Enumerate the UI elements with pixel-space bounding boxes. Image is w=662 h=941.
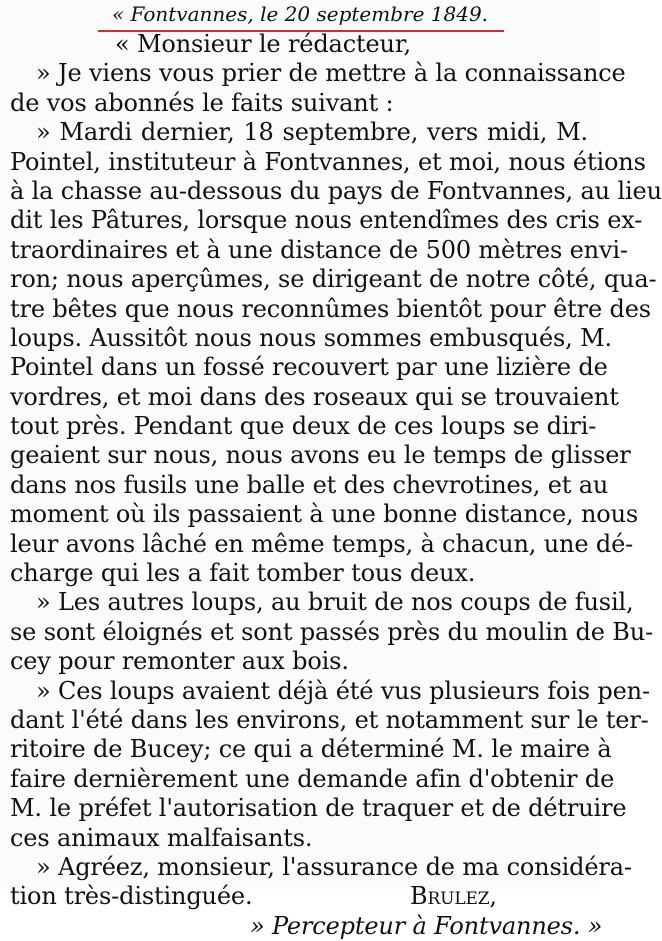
text-line: » Agréez, monsieur, l'assurance de ma considéra- (36, 852, 632, 881)
text-line: ces animaux malfaisants. (10, 823, 313, 852)
text-line: M. le préfet l'autorisation de traquer et de détruire (10, 794, 627, 823)
text-line: ritoire de Bucey; ce qui a déterminé M. le maire à (10, 735, 612, 764)
letter-body (10, 30, 662, 941)
text-line: charge qui les a fait tomber tous deux. (10, 559, 476, 588)
dateline-header (0, 0, 600, 30)
text-line: leur avons lâché en même temps, à chacun, une dé- (10, 529, 634, 558)
text-line: tout près. Pendant que deux de ces loups se diri- (10, 412, 597, 441)
text-line: cey pour remonter aux bois. (10, 647, 349, 676)
text-line: de vos abonnés le faits suivant : (10, 88, 394, 117)
text-line: faire dernièrement une demande afin d'obtenir de (10, 764, 615, 793)
text-line: Pointel, instituteur à Fontvannes, et moi, nous étions (10, 147, 646, 176)
text-line: à la chasse au-dessous du pays de Fontvannes, au lieu (10, 176, 662, 205)
text-line: » Les autres loups, au bruit de nos coups de fusil, (36, 588, 634, 617)
text-line: » Je viens vous prier de mettre à la connaissance (36, 59, 626, 88)
text-line: tre bêtes que nous reconnûmes bientôt pour être des (10, 294, 651, 323)
text-line: moment où ils passaient à une bonne distance, nous (10, 500, 639, 529)
text-line: » Ces loups avaient déjà été vus plusieurs fois pen- (36, 676, 650, 705)
text-line: dans nos fusils une balle et des chevrotines, et au (10, 470, 609, 499)
text-line: loups. Aussitôt nous nous sommes embusqués, M. (10, 323, 613, 352)
text-line: Pointel dans un fossé recouvert par une lizière de (10, 353, 608, 382)
dateline: « Fontvannes, le 20 septembre 1849. (111, 2, 489, 26)
text-line: vordres, et moi dans des roseaux qui se trouvaient (10, 382, 619, 411)
signature-title: » Percepteur à Fontvannes. » (250, 911, 603, 940)
text-line: » Mardi dernier, 18 septembre, vers midi, M. (36, 118, 588, 147)
text-line: traordinaires et à une distance de 500 mètres envi- (10, 235, 628, 264)
text-line: dit les Pâtures, lorsque nous entendîmes des cris ex- (10, 206, 643, 235)
text-line: dant l'été dans les environs, et notamment sur le ter- (10, 705, 649, 734)
text-line: ron; nous aperçûmes, se dirigeant de notre côté, qua- (10, 265, 657, 294)
signature: Brulez, (410, 882, 497, 911)
text-line: geaient sur nous, nous avons eu le temps de glisser (10, 441, 631, 470)
text-line: tion très-distinguée. (10, 882, 253, 911)
closing-row (10, 882, 588, 911)
salutation: « Monsieur le rédacteur, (115, 30, 412, 58)
text-line: se sont éloignés et sont passés près du moulin de Bu- (10, 617, 654, 646)
